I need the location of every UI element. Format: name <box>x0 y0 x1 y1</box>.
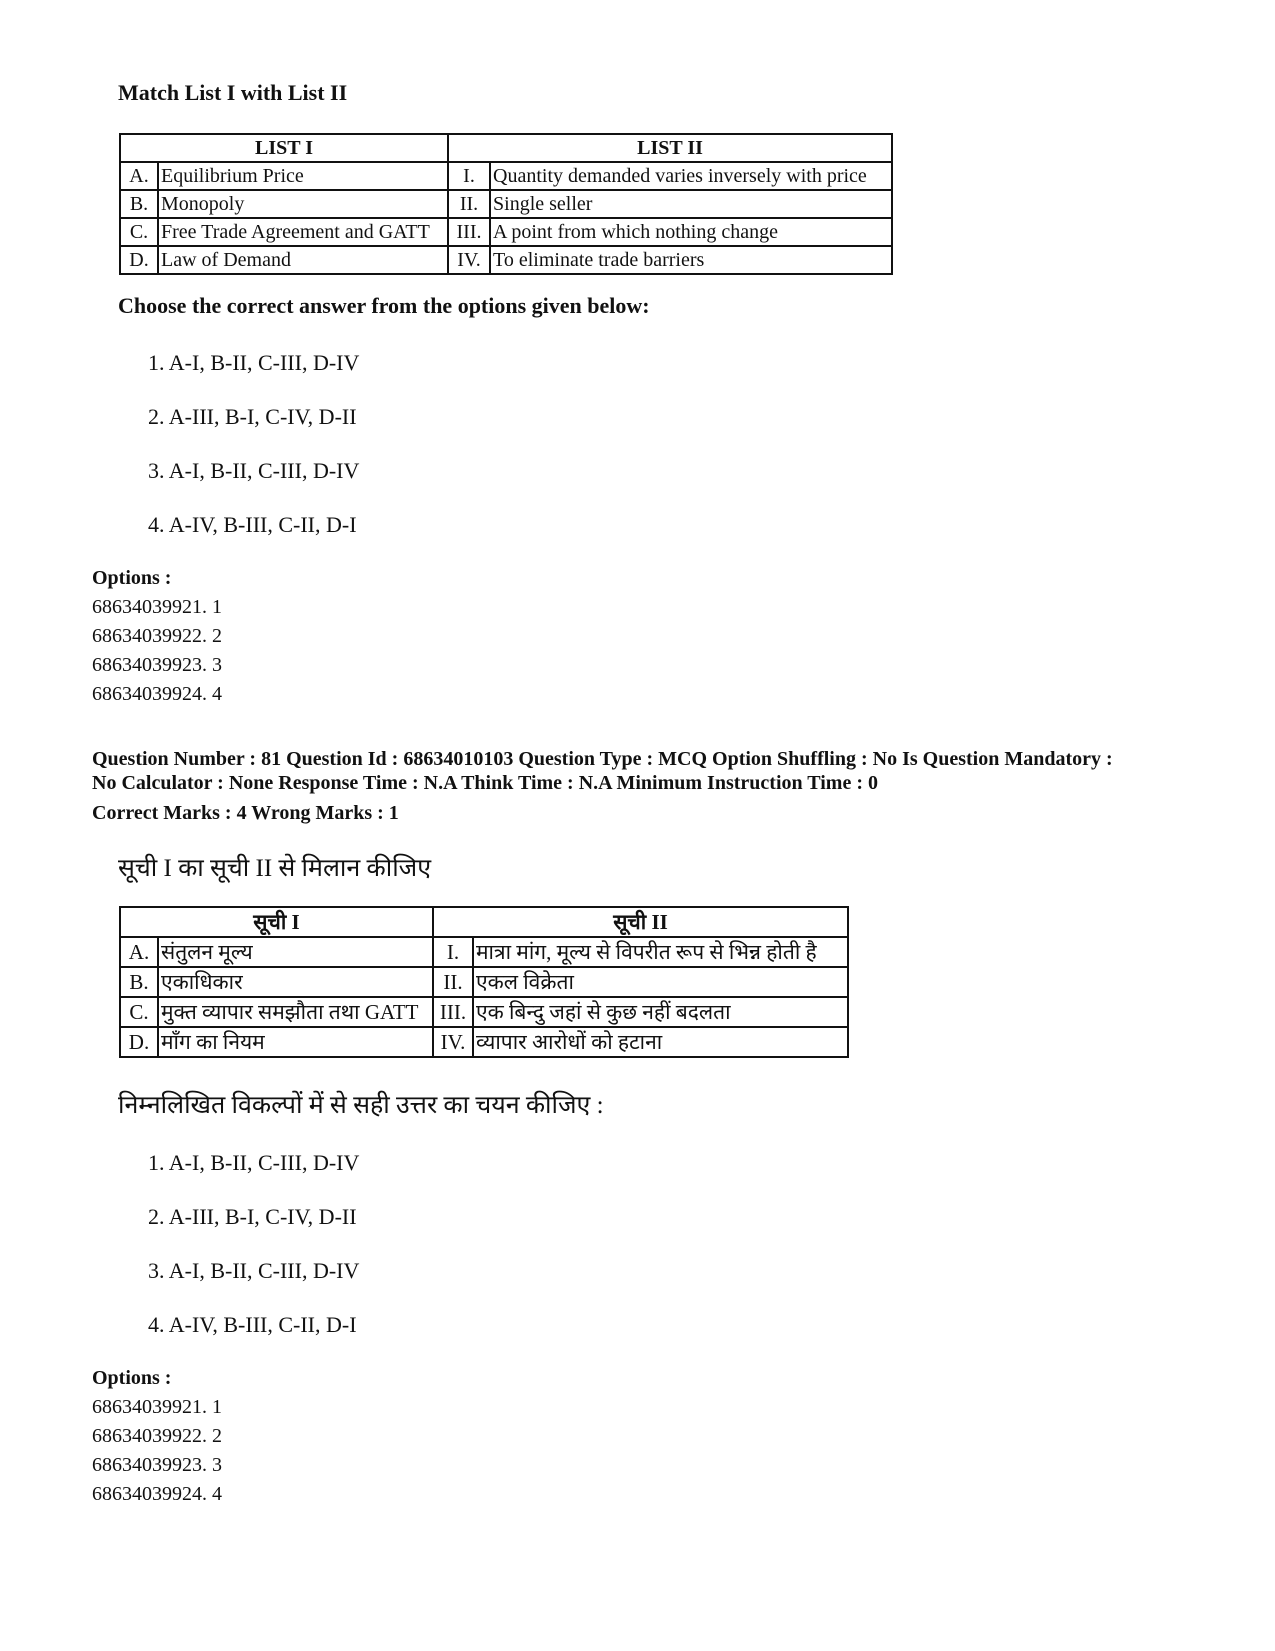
list-1-item: मुक्त व्यापार समझौता तथा GATT <box>158 997 433 1027</box>
choice-item: 2. A-III, B-I, C-IV, D-II <box>148 404 357 429</box>
q1-options-block <box>92 564 222 709</box>
list-1-index: B. <box>120 967 158 997</box>
choice-item: 2. A-III, B-I, C-IV, D-II <box>148 1204 357 1229</box>
list-1-index: D. <box>120 1027 158 1057</box>
option-item: 68634039921. 1 <box>92 1396 222 1418</box>
table-row <box>120 190 892 218</box>
choice-item: 4. A-IV, B-III, C-II, D-I <box>148 512 357 537</box>
list-1-index: D. <box>120 246 158 274</box>
option-item: 68634039923. 3 <box>92 654 222 676</box>
list-1-item: संतुलन मूल्य <box>158 937 433 967</box>
q1-heading: Match List I with List II <box>118 80 348 105</box>
choice-item: 3. A-I, B-II, C-III, D-IV <box>148 1258 360 1283</box>
list-1-item: एकाधिकार <box>158 967 433 997</box>
table-row <box>120 246 892 274</box>
q2-choice-list <box>148 1148 359 1364</box>
list-2-index: II. <box>433 967 473 997</box>
list-2-index: IV. <box>433 1027 473 1057</box>
list-2-index: I. <box>448 162 490 190</box>
list-1-item: Monopoly <box>158 190 448 218</box>
list-1-item: Equilibrium Price <box>158 162 448 190</box>
list-1-item: Free Trade Agreement and GATT <box>158 218 448 246</box>
choice-item: 3. A-I, B-II, C-III, D-IV <box>148 458 360 483</box>
list-1-header: सूची I <box>120 907 433 937</box>
list-1-index: C. <box>120 218 158 246</box>
list-2-item: व्यापार आरोधों को हटाना <box>473 1027 848 1057</box>
meta-line: Question Number : 81 Question Id : 68634010103 Question Type : MCQ Option Shuffling : No Is Question Mandatory : <box>92 748 1113 770</box>
table-row <box>120 218 892 246</box>
list-1-item: Law of Demand <box>158 246 448 274</box>
q1-choice-list <box>148 348 359 564</box>
list-1-index: B. <box>120 190 158 218</box>
q2-prompt: निम्नलिखित विकल्पों में से सही उत्तर का चयन कीजिए : <box>118 1092 604 1119</box>
option-item: 68634039924. 4 <box>92 1483 222 1505</box>
meta-line: No Calculator : None Response Time : N.A Think Time : N.A Minimum Instruction Time : 0 <box>92 772 878 794</box>
list-2-item: मात्रा मांग, मूल्य से विपरीत रूप से भिन्न होती है <box>473 937 848 967</box>
list-2-item: एकल विक्रेता <box>473 967 848 997</box>
list-2-header: सूची II <box>433 907 848 937</box>
table-row <box>120 1027 848 1057</box>
table-header-row <box>120 907 848 937</box>
list-2-item: To eliminate trade barriers <box>490 246 892 274</box>
list-2-index: II. <box>448 190 490 218</box>
question-meta <box>92 747 1212 795</box>
choice-item: 1. A-I, B-II, C-III, D-IV <box>148 350 360 375</box>
list-2-item: एक बिन्दु जहां से कुछ नहीं बदलता <box>473 997 848 1027</box>
list-2-item: A point from which nothing change <box>490 218 892 246</box>
list-1-index: A. <box>120 162 158 190</box>
option-item: 68634039924. 4 <box>92 683 222 705</box>
list-2-index: III. <box>433 997 473 1027</box>
options-title: Options : <box>92 567 172 589</box>
option-item: 68634039921. 1 <box>92 596 222 618</box>
table-row <box>120 937 848 967</box>
q1-prompt: Choose the correct answer from the options given below: <box>118 293 650 318</box>
choice-item: 4. A-IV, B-III, C-II, D-I <box>148 1312 357 1337</box>
list-1-index: A. <box>120 937 158 967</box>
option-item: 68634039922. 2 <box>92 625 222 647</box>
option-item: 68634039922. 2 <box>92 1425 222 1447</box>
list-2-item: Single seller <box>490 190 892 218</box>
list-1-index: C. <box>120 997 158 1027</box>
list-2-index: I. <box>433 937 473 967</box>
list-2-header: LIST II <box>448 134 892 162</box>
table-row <box>120 967 848 997</box>
choice-item: 1. A-I, B-II, C-III, D-IV <box>148 1150 360 1175</box>
options-title: Options : <box>92 1367 172 1389</box>
list-2-item: Quantity demanded varies inversely with price <box>490 162 892 190</box>
table-header-row <box>120 134 892 162</box>
q2-options-block <box>92 1364 222 1509</box>
q2-heading: सूची I का सूची II से मिलान कीजिए <box>118 855 432 882</box>
table-row <box>120 162 892 190</box>
table-row <box>120 997 848 1027</box>
q1-match-table <box>119 133 893 275</box>
option-item: 68634039923. 3 <box>92 1454 222 1476</box>
question-marks: Correct Marks : 4 Wrong Marks : 1 <box>92 802 399 824</box>
q2-match-table <box>119 906 849 1058</box>
list-2-index: IV. <box>448 246 490 274</box>
list-2-index: III. <box>448 218 490 246</box>
list-1-header: LIST I <box>120 134 448 162</box>
list-1-item: माँग का नियम <box>158 1027 433 1057</box>
